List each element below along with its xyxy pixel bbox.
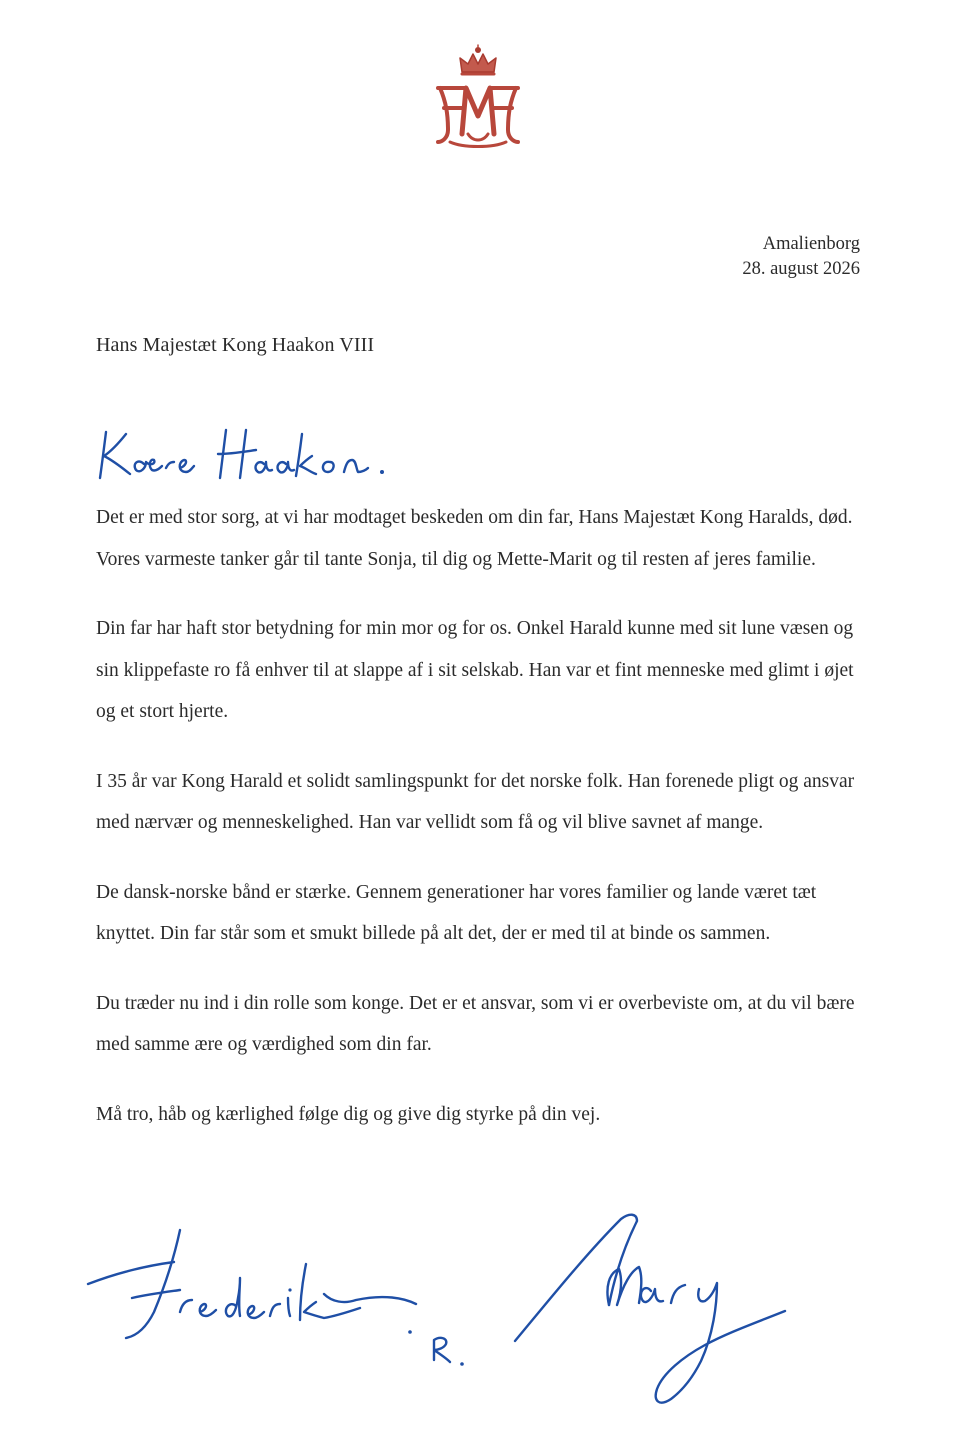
paragraph-3: I 35 år var Kong Harald et solidt samlingspunkt for det norske folk. Han forenede pligt og ansvar med nærvær og menneskelighed. Han var vellidt som få og vil blive savnet af mange. <box>96 770 855 833</box>
royal-monogram-crown-icon <box>428 42 528 154</box>
paragraph-4: De dansk-norske bånd er stærke. Gennem generationer har vores familier og lande været tæt knyttet. Din far står som et smukt billede på alt det, der er med til at binde os sammen. <box>96 881 817 944</box>
paragraph-1: Det er med stor sorg, at vi har modtaget beskeden om din far, Hans Majestæt Kong Haralds, død. Vores varmeste tanker går til tante Sonja, til dig og Mette-Marit og til resten af jeres familie. <box>96 507 853 570</box>
recipient: Hans Majestæt Kong Haakon VIII <box>96 334 375 356</box>
paragraph-5: Du træder nu ind i din rolle som konge. Det er et ansvar, som vi er overbeviste om, at du vil bære med samme ære og værdighed som din far. <box>96 992 855 1055</box>
signature-mary <box>505 1205 835 1420</box>
signature-frederik <box>84 1228 484 1388</box>
date: 28. august 2026 <box>742 259 860 279</box>
place: Amalienborg <box>762 234 860 254</box>
place-date-block <box>742 232 860 282</box>
letter-body <box>96 497 866 1135</box>
paragraph-2: Din far har haft stor betydning for min mor og for os. Onkel Harald kunne med sit lune væsen og sin klippefaste ro få enhver til at slappe af i sit selskab. Han var et fint menneske med glimt i øjet og et stort hjerte. <box>96 618 854 722</box>
handwritten-salutation <box>96 420 396 490</box>
paragraph-6: Må tro, håb og kærlighed følge dig og give dig styrke på din vej. <box>96 1103 601 1125</box>
